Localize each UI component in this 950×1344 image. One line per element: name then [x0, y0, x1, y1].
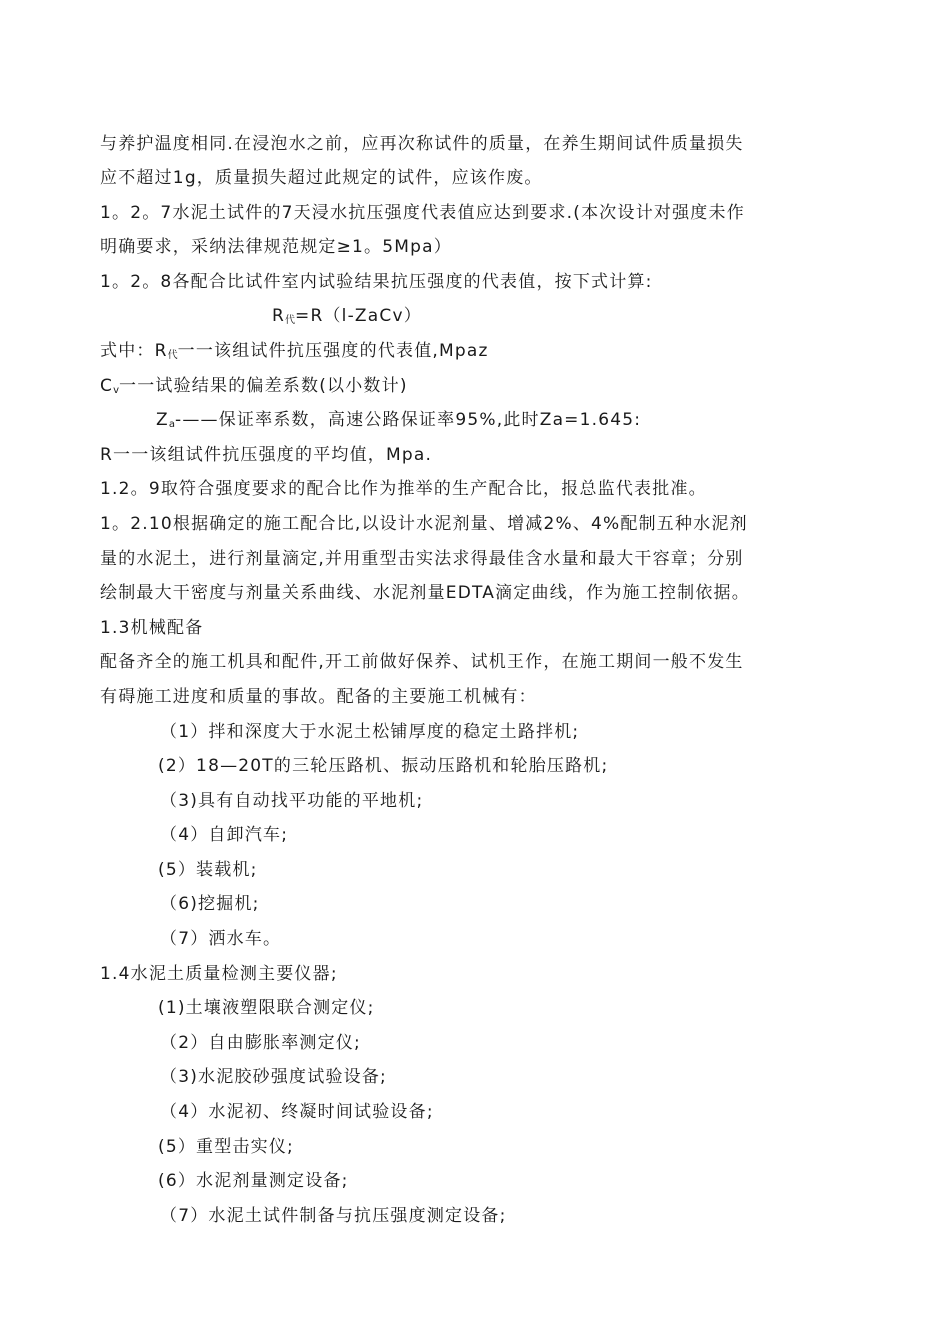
- paragraph-line: 量的水泥土，进行剂量滴定,并用重型击实法求得最佳含水量和最大干容章；分别: [100, 549, 744, 569]
- paragraph-line: 有碍施工进度和质量的事故。配备的主要施工机械有：: [100, 687, 537, 707]
- paragraph-line: 与养护温度相同.在浸泡水之前，应再次称试件的质量，在养生期间试件质量损失: [100, 134, 744, 154]
- line-text: -——保证率系数，高速公路保证率95%,此时Za=1.645:: [175, 410, 642, 430]
- line-text: 一一试验结果的偏差系数(以小数计): [119, 376, 408, 396]
- list-item: （4）水泥初、终凝时间试验设备;: [160, 1102, 434, 1122]
- list-item: （7）水泥土试件制备与抗压强度测定设备;: [160, 1206, 507, 1226]
- subscript: 代: [285, 315, 296, 326]
- subscript: 代: [167, 350, 178, 361]
- list-item: (5）装载机;: [158, 860, 258, 880]
- line-text: Z: [156, 410, 169, 430]
- subscript: v: [113, 385, 119, 396]
- paragraph-line: 1。2。7水泥土试件的7天浸水抗压强度代表值应达到要求.(本次设计对强度未作: [100, 203, 745, 223]
- formula-text: =R（l-ZaCv）: [295, 306, 422, 326]
- list-item: （2）自由膨胀率测定仪;: [160, 1033, 361, 1053]
- line-text: C: [100, 376, 114, 396]
- list-item: （3)水泥胶砂强度试验设备;: [160, 1067, 387, 1087]
- list-item: (1)土壤液塑限联合测定仪;: [158, 998, 375, 1018]
- formula-line: [272, 306, 422, 331]
- paragraph-line: 1。2。8各配合比试件室内试验结果抗压强度的代表值，按下式计算:: [100, 272, 653, 292]
- section-heading: 1.4水泥土质量检测主要仪器;: [100, 964, 338, 984]
- paragraph-line: [100, 341, 489, 366]
- paragraph-line: 绘制最大干密度与剂量关系曲线、水泥剂量EDTA滴定曲线，作为施工控制依据。: [100, 583, 750, 603]
- subscript: a: [168, 419, 175, 430]
- list-item: (6）水泥剂量测定设备;: [158, 1171, 349, 1191]
- list-item: （3)具有自动找平功能的平地机;: [160, 791, 424, 811]
- paragraph-line: 1。2.10根据确定的施工配合比,以设计水泥剂量、增减2%、4%配制五种水泥剂: [100, 514, 748, 534]
- list-item: （4）自卸汽车;: [160, 825, 289, 845]
- list-item: (5）重型击实仪;: [158, 1137, 294, 1157]
- list-item: (2）18—20T的三轮压路机、振动压路机和轮胎压路机;: [158, 756, 609, 776]
- line-text: 式中：R: [100, 341, 168, 361]
- list-item: （6)挖掘机;: [160, 894, 260, 914]
- paragraph-line: [156, 410, 641, 435]
- section-heading: 1.3机械配备: [100, 618, 204, 638]
- list-item: （7）洒水车。: [160, 929, 282, 949]
- paragraph-line: 配备齐全的施工机具和配件,开工前做好保养、试机王作，在施工期间一般不发生: [100, 652, 744, 672]
- paragraph-line: 明确要求，采纳法律规范规定≥1。5Mpa）: [100, 237, 452, 257]
- paragraph-line: 应不超过1g，质量损失超过此规定的试件，应该作废。: [100, 168, 543, 188]
- paragraph-line: R一一该组试件抗压强度的平均值，Mpa.: [100, 445, 433, 465]
- formula-text: R: [272, 306, 286, 326]
- list-item: （1）拌和深度大于水泥土松铺厚度的稳定土路拌机;: [160, 722, 580, 742]
- paragraph-line: [100, 376, 408, 401]
- line-text: 一一该组试件抗压强度的代表值,Mpaz: [177, 341, 489, 361]
- paragraph-line: 1.2。9取符合强度要求的配合比作为推举的生产配合比，报总监代表批准。: [100, 479, 707, 499]
